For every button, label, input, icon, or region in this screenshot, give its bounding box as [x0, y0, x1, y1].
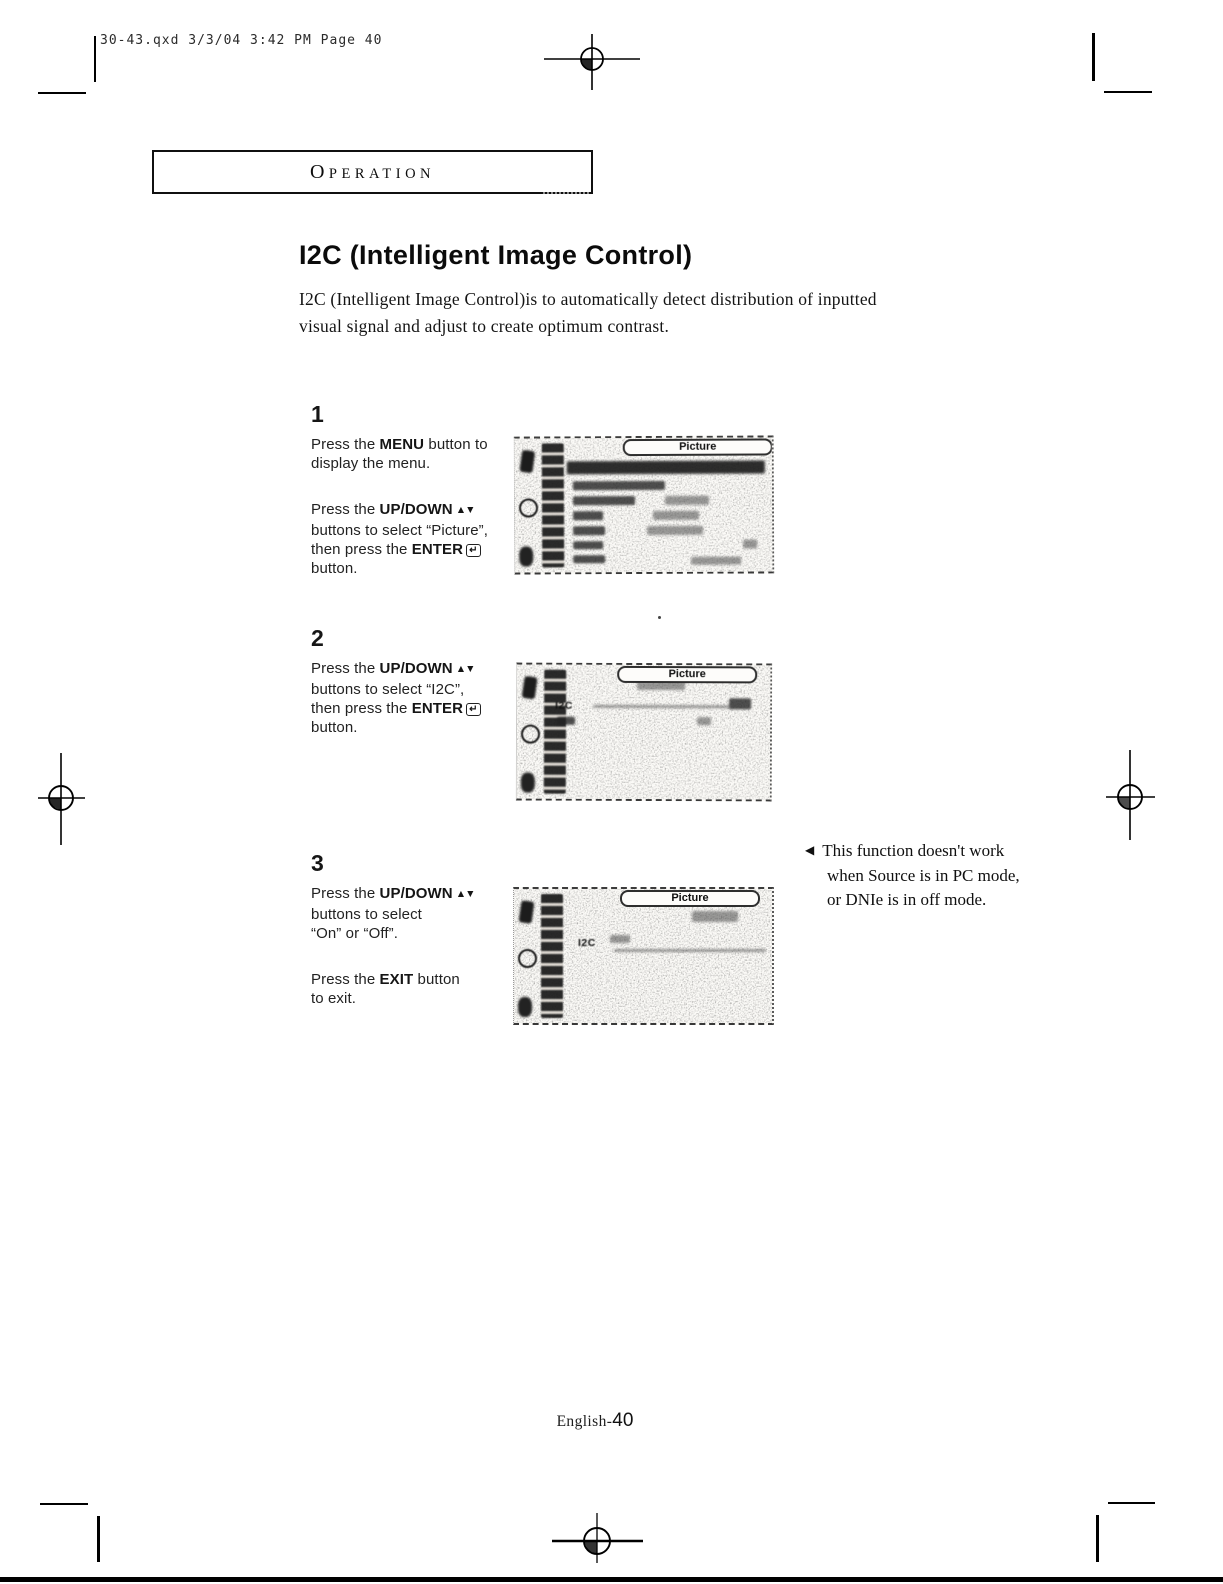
step-line — [311, 521, 526, 540]
scan-smudge — [567, 460, 765, 474]
step-line — [311, 454, 526, 473]
step-text-segment: UP/DOWN — [379, 660, 453, 677]
step-text-segment: Press the — [311, 885, 380, 902]
osd-menu-title: Picture — [620, 890, 760, 907]
step-text-segment: Press the — [311, 501, 380, 518]
registration-mark-right — [1095, 737, 1165, 857]
step-text-segment: to exit. — [311, 990, 356, 1007]
step-instructions — [311, 659, 526, 737]
scan-smudge — [653, 511, 699, 520]
osd-sidebar-icon — [519, 450, 535, 474]
step-number: 1 — [311, 401, 324, 427]
registration-mark-left — [26, 738, 96, 858]
crop-mark — [40, 1503, 88, 1505]
scan-smudge — [665, 496, 709, 505]
step-text-segment: button — [413, 971, 460, 988]
step-number: 3 — [311, 850, 324, 876]
scan-smudge — [573, 541, 603, 549]
crop-mark — [1108, 1502, 1155, 1504]
osd-menu-title: Picture — [617, 666, 757, 683]
osd-sidebar-icon — [519, 900, 535, 924]
crop-mark — [38, 92, 86, 94]
scan-smudge — [692, 911, 738, 922]
note-text: This function doesn't work — [822, 841, 1005, 860]
step-line — [311, 559, 526, 578]
crop-mark — [94, 36, 96, 82]
step-text-segment: “On” or “Off”. — [311, 925, 398, 942]
step-2 — [311, 625, 526, 737]
scan-smudge — [610, 935, 630, 943]
note-line: when Source is in PC mode, — [827, 865, 1020, 885]
step-line — [311, 500, 526, 521]
footer-language-label: English- — [556, 1413, 613, 1430]
osd-sidebar-icon — [519, 546, 533, 566]
scan-smudge — [697, 717, 711, 725]
step-instructions — [311, 435, 526, 578]
step-text-segment: ENTER — [411, 700, 464, 717]
step-text-segment: UP/DOWN — [379, 501, 453, 518]
note-line — [805, 838, 1065, 864]
step-text-segment: then press the — [311, 541, 412, 558]
scan-speck — [658, 616, 661, 619]
step-line — [311, 718, 526, 737]
footer-page-number: 40 — [612, 1410, 634, 1431]
osd-menu-item-i2c: I2C — [578, 937, 596, 949]
registration-mark-top — [542, 27, 642, 97]
crop-mark — [1092, 33, 1095, 81]
up-down-arrows-icon: ▲▼ — [455, 663, 475, 675]
crop-mark — [97, 1516, 100, 1562]
step-text-segment: Press the — [311, 660, 380, 677]
step-text-segment: button. — [311, 560, 358, 577]
crop-mark — [1096, 1515, 1099, 1562]
step-text-segment: display the menu. — [311, 455, 431, 472]
note-line: or DNIe is in off mode. — [827, 890, 987, 909]
step-text-segment: MENU — [379, 436, 425, 453]
section-banner-label: OPERATION — [309, 160, 436, 183]
print-job-header: 30-43.qxd 3/3/04 3:42 PM Page 40 — [100, 33, 383, 48]
step-paragraph — [311, 970, 526, 1008]
page-title: I2C (Intelligent Image Control) — [299, 240, 693, 270]
step-instructions — [311, 884, 526, 1008]
step-text-segment: button to — [424, 436, 488, 453]
scan-smudge — [691, 557, 741, 565]
step-line — [311, 970, 526, 989]
step-text-segment: then press the — [311, 700, 412, 717]
step-text-segment: EXIT — [379, 971, 414, 988]
osd-sidebar-circle-icon — [518, 949, 537, 968]
step-text-segment: ENTER — [411, 541, 464, 558]
osd-screenshot-picture-menu — [514, 435, 775, 574]
osd-sidebar-icon — [522, 676, 538, 700]
scan-smudge — [573, 496, 635, 505]
step-line — [311, 435, 526, 454]
osd-menu-item-i2c: I2C — [555, 699, 573, 712]
step-text-segment: buttons to select “I2C”, — [311, 681, 465, 698]
step-3 — [311, 850, 526, 1008]
scan-smudge — [593, 705, 731, 708]
step-line — [311, 924, 526, 943]
registration-mark-bottom — [537, 1506, 657, 1576]
osd-sidebar-circle-icon — [519, 498, 538, 517]
scan-smudge — [573, 526, 605, 535]
up-down-arrows-icon: ▲▼ — [455, 504, 475, 516]
intro-paragraph — [299, 286, 959, 340]
note-triangle-icon: ◀ — [805, 843, 815, 857]
step-line — [311, 905, 526, 924]
scan-smudge — [573, 555, 605, 563]
osd-sidebar — [541, 894, 563, 1018]
section-banner — [152, 150, 593, 194]
osd-sidebar-icon — [518, 997, 532, 1017]
step-line — [311, 540, 526, 559]
step-text-segment: buttons to select — [311, 906, 422, 923]
step-paragraph — [311, 435, 526, 473]
step-paragraph — [311, 500, 526, 578]
osd-menu-title: Picture — [623, 438, 773, 456]
scan-edge-bar — [0, 1577, 1223, 1582]
step-text-segment: Press the — [311, 971, 380, 988]
page-footer — [0, 1410, 1190, 1432]
step-line — [311, 884, 526, 905]
scan-smudge — [557, 717, 575, 725]
step-line — [311, 680, 526, 699]
scan-smudge — [729, 698, 751, 709]
scan-smudge — [614, 949, 766, 952]
step-1 — [311, 401, 526, 578]
scan-smudge — [743, 540, 757, 549]
osd-sidebar-icon — [521, 773, 535, 793]
step-line — [311, 659, 526, 680]
osd-screenshot-i2c-onoff — [513, 887, 774, 1025]
step-line — [311, 699, 526, 718]
step-text-segment: Press the — [311, 436, 380, 453]
crop-mark — [1104, 91, 1152, 93]
osd-sidebar — [542, 443, 565, 567]
intro-line: visual signal and adjust to create optimum contrast. — [299, 316, 670, 336]
enter-key-icon: ↵ — [466, 544, 480, 557]
scan-smudge — [647, 526, 703, 535]
step-text-segment: button. — [311, 719, 358, 736]
step-number: 2 — [311, 625, 324, 651]
osd-screenshot-i2c-select — [516, 663, 772, 802]
intro-line: I2C (Intelligent Image Control)is to automatically detect distribution of inputted — [299, 289, 877, 309]
enter-key-icon: ↵ — [466, 703, 480, 716]
step-text-segment: buttons to select “Picture”, — [311, 522, 489, 539]
scan-artifact — [543, 192, 589, 194]
osd-sidebar-circle-icon — [521, 725, 540, 744]
step-paragraph — [311, 884, 526, 943]
step-line — [311, 989, 526, 1008]
scan-smudge — [573, 481, 665, 490]
step-paragraph — [311, 659, 526, 737]
note — [805, 838, 1065, 913]
up-down-arrows-icon: ▲▼ — [455, 888, 475, 900]
scan-smudge — [573, 511, 603, 520]
osd-sidebar — [544, 670, 566, 794]
step-text-segment: UP/DOWN — [379, 885, 453, 902]
